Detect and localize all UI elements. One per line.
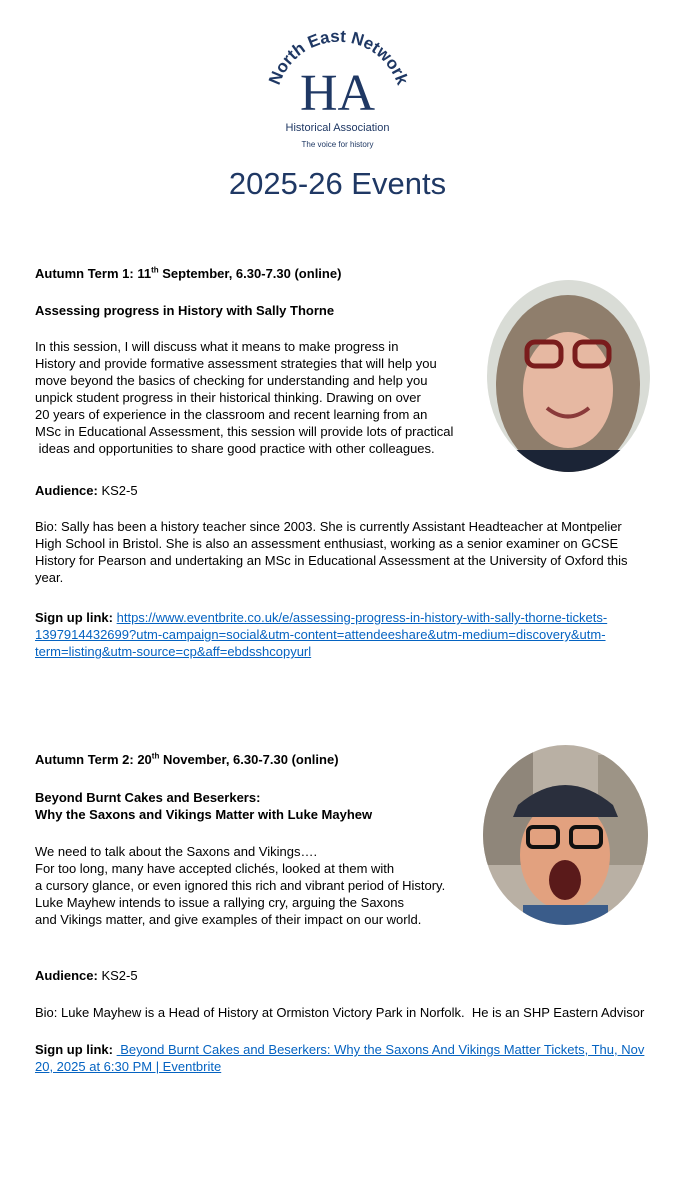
event-2-session-title: Beyond Burnt Cakes and Beserkers: Why the Saxons and Vikings Matter with Luke Mayhew [35, 790, 373, 822]
speaker-photo-sally [487, 280, 650, 472]
event-1-bio: Bio: Sally has been a history teacher since 2003. She is currently Assistant Headteacher at Montpelier High School in Bristol. She is also an assessment enthusiast, working as a senior examiner on GCSE History for Pearson and undertaking an MSc in Educational Assessment at the University of Oxford this year. [35, 519, 628, 585]
page-title: 2025-26 Events [228, 166, 447, 201]
event-1-signup [35, 609, 607, 660]
logo-emblem [255, 18, 420, 138]
event-2-audience: Audience: KS2-5 [35, 968, 138, 983]
event-2-bio: Bio: Luke Mayhew is a Head of History at Ormiston Victory Park in Norfolk. He is an SHP Eastern Advisor [35, 1005, 645, 1020]
logo-org-name: Historical Association [285, 122, 390, 134]
event-2-heading: Autumn Term 2: 20th November, 6.30-7.30 (online) [35, 751, 339, 767]
event-2-signup-link[interactable]: Beyond Burnt Cakes and Beserkers: Why the Saxons And Vikings Matter Tickets, Thu, Nov 20, 2025 at 6:30 PM | Eventbrite [35, 1042, 645, 1074]
speaker-photo-luke [483, 745, 648, 925]
logo-arc-text: North East Network [265, 26, 412, 88]
event-1-audience: Audience: KS2-5 [35, 483, 138, 498]
signup-label: Sign up link: [35, 1042, 113, 1057]
logo-tagline: The voice for history [301, 140, 374, 149]
event-2-description: We need to talk about the Saxons and Vikings…. For too long, many have accepted clichés, looked at them with a cursory glance, or even ignored this rich and vibrant period of History. Luke Mayhew intends to issue a rallying cry, arguing the Saxons and Vikings matter, and give examples of their impact on our world. [35, 844, 446, 927]
network-logo [255, 18, 420, 158]
signup-label: Sign up link: [35, 610, 113, 625]
event-1-session-title: Assessing progress in History with Sally Thorne [35, 303, 335, 318]
event-2-signup [35, 1041, 644, 1075]
event-1-heading: Autumn Term 1: 11th September, 6.30-7.30 (online) [35, 265, 342, 281]
logo-monogram: HA [299, 65, 376, 122]
event-1-signup-link[interactable]: https://www.eventbrite.co.uk/e/assessing-progress-in-history-with-sally-thorne-tickets- 1397914432699?utm-campaign=social&utm-content=attendeeshare&utm-medium=discovery&utm- term=listing&utm-source=cp&aff=ebdsshcopyurl [35, 610, 608, 659]
event-1-description: In this session, I will discuss what it means to make progress in History and provide formative assessment strategies that will help you move beyond the basics of checking for understanding and help you unpick student progress in their historical thinking. Drawing on over 20 years of experience in the classroom and recent learning from an MSc in Educational Assessment, this session will provide lots of practical ideas and opportunities to share good practice with other colleagues. [35, 339, 454, 456]
